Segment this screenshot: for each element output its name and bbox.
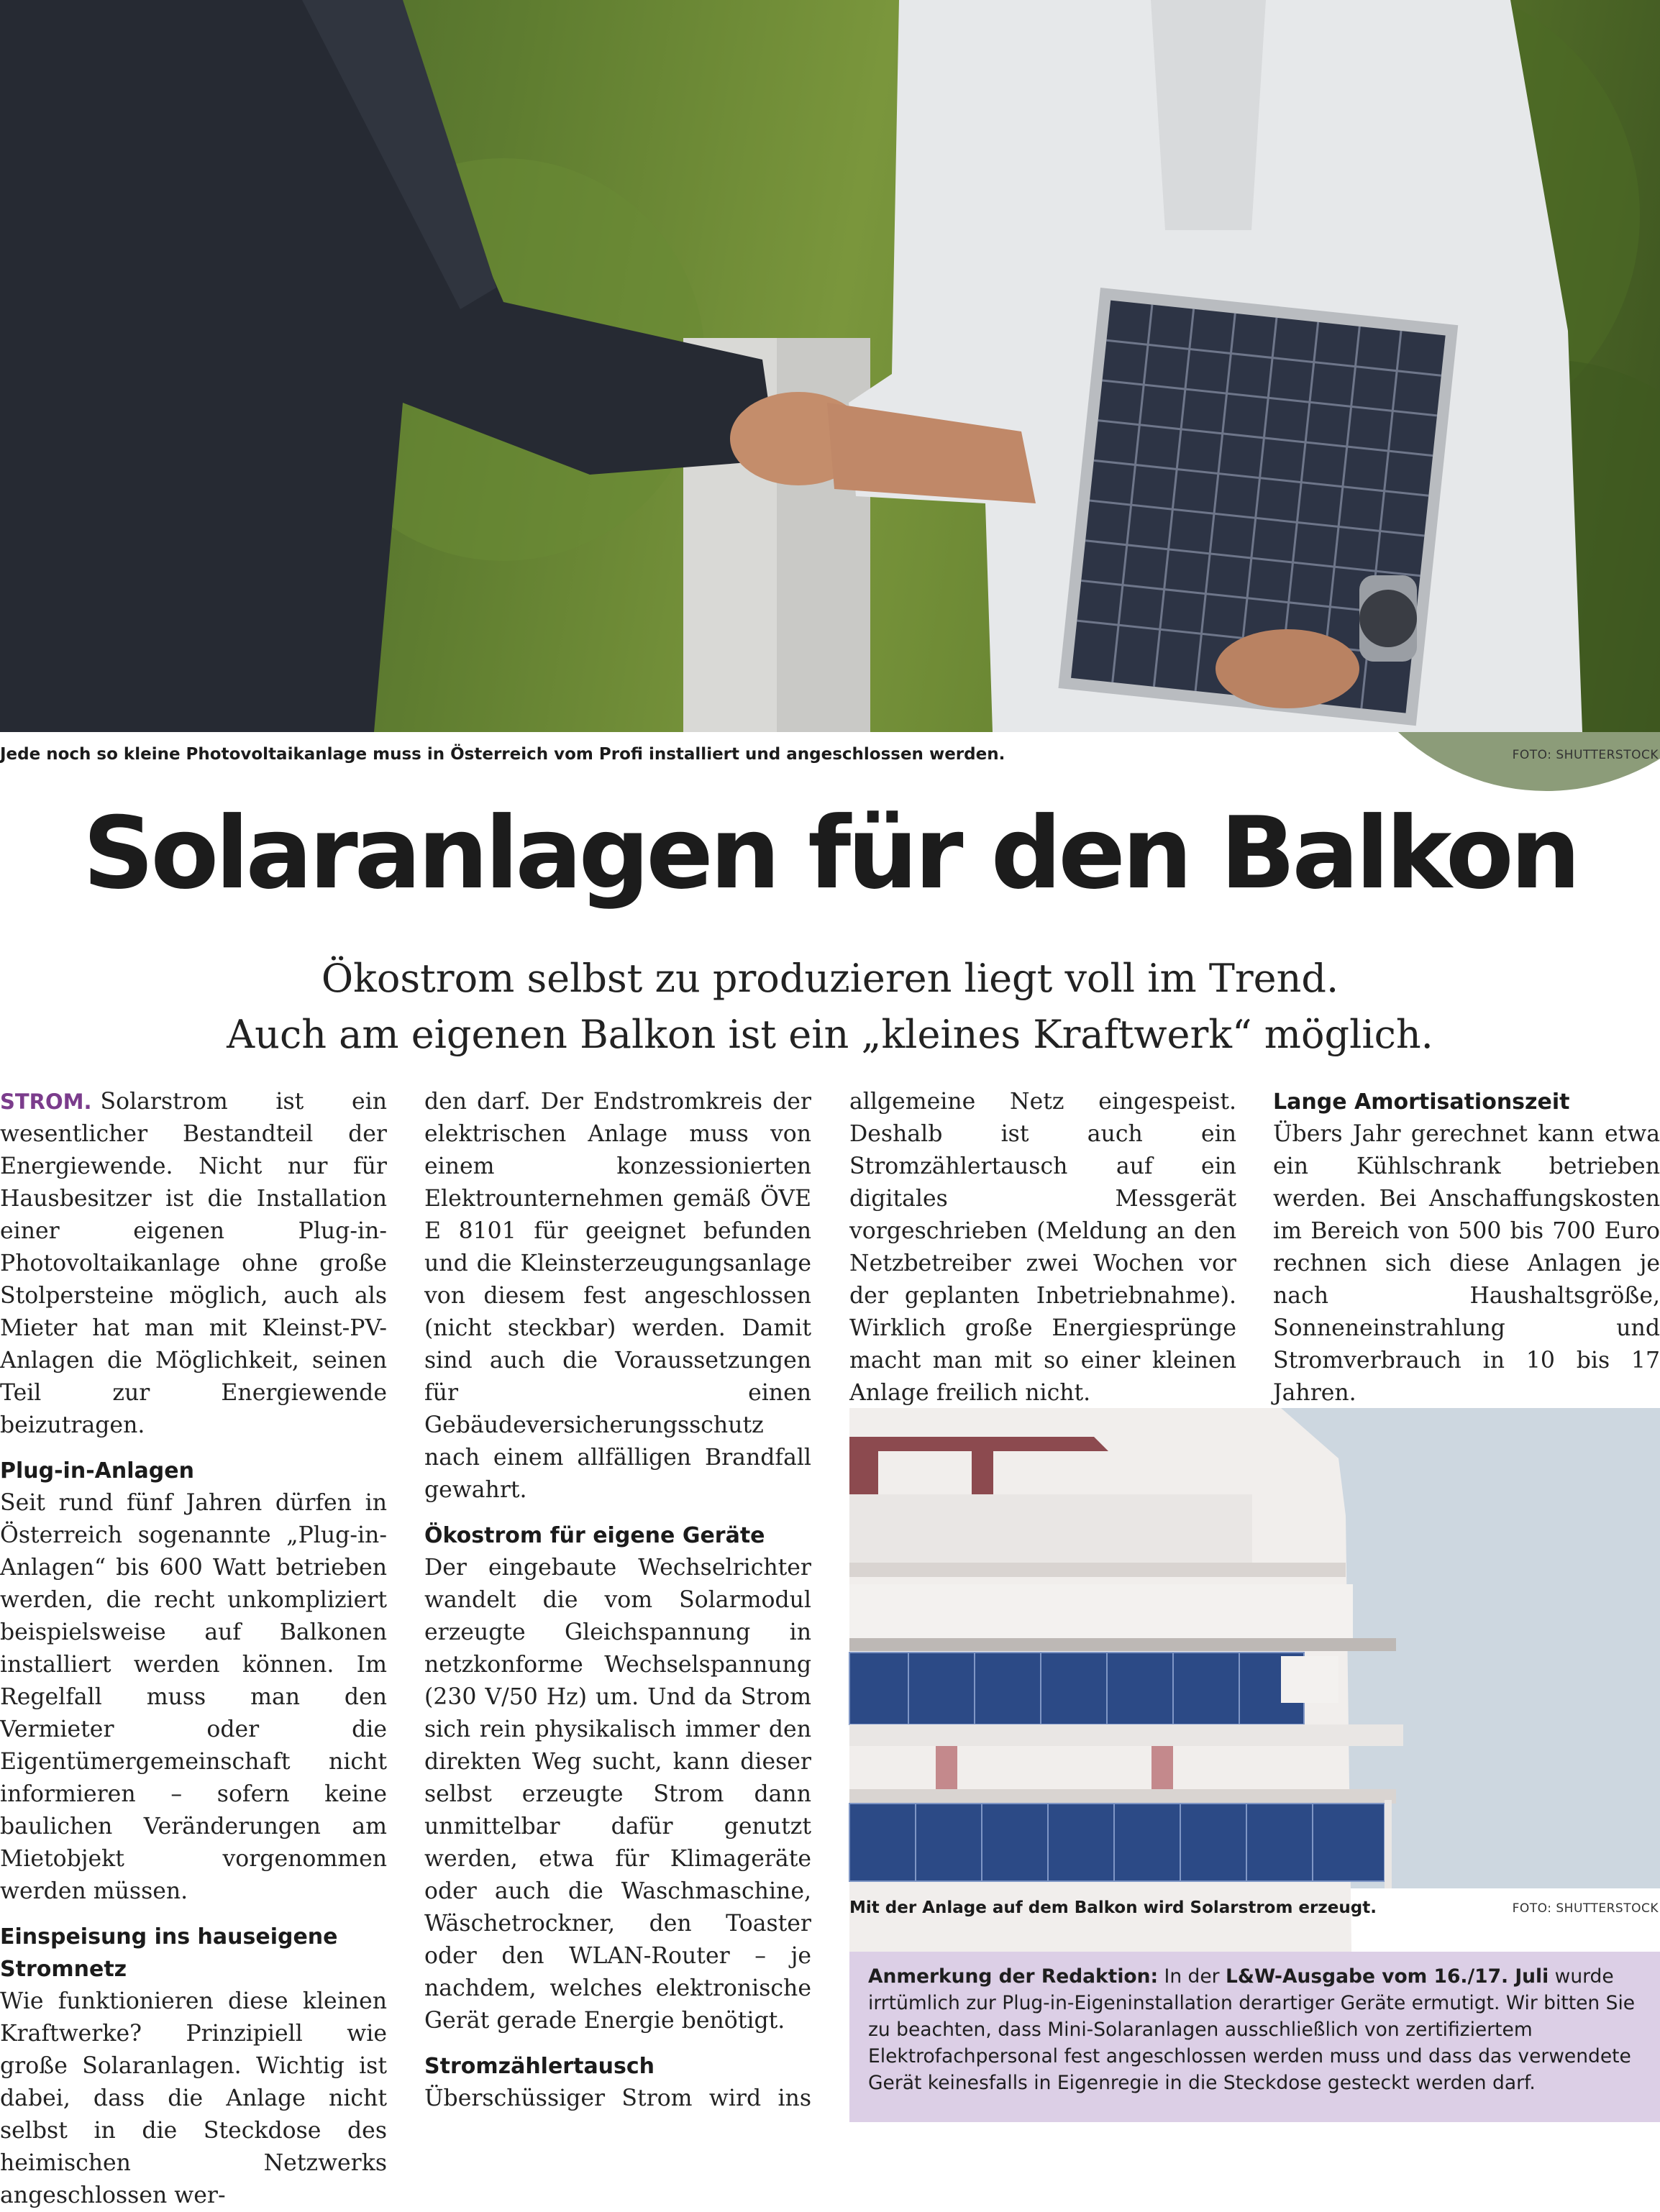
editorial-note	[849, 1952, 1660, 2122]
subheadline-line-1: Ökostrom selbst zu produzieren liegt voll im Trend.	[321, 956, 1339, 1001]
subheading-amortisation: Lange Amortisationszeit	[1273, 1089, 1570, 1115]
hero-caption: Jede noch so kleine Photovoltaikanlage muss in Österreich vom Profi installiert und angeschlossen werden.	[0, 745, 1005, 764]
article-column-2	[424, 1086, 811, 2115]
article-column-4	[1273, 1086, 1660, 1409]
paragraph-amortisation: Übers Jahr gerechnet kann etwa ein Kühlschrank betrieben werden. Bei Anschaffungskosten im Bereich von 500 bis 700 Euro rechnen sich diese Anlagen je nach Haushaltsgröße, Sonneneinstrahlung und Stromverbrauch in 10 bis 17 Jahren.	[1273, 1121, 1660, 1406]
article-column-3	[849, 1086, 1236, 1409]
paragraph-einspeisung-part-2: den darf. Der Endstromkreis der elektrischen Anlage muss von einem konzessionierten Elektrounternehmen gemäß ÖVE E 8101 für geeignet befunden und die Kleinsterzeugungsanlage von diesem fest angeschlossen (nicht steckbar) werden. Damit sind auch die Voraussetzungen für einen Gebäudeversicherungsschutz nach einem allfälligen Brandfall gewahrt.	[424, 1089, 811, 1503]
building-caption-row	[849, 1898, 1660, 1927]
note-text-1: In der	[1158, 1965, 1226, 1988]
handshake-solar-panel-illustration	[0, 0, 1660, 732]
intro-text: Solarstrom ist ein wesentlicher Bestandteil der Energiewende. Nicht nur für Hausbesitzer ist die Installation einer eigenen Plug-in-Photovoltaikanlage ohne große Stolpersteine möglich, auch als Mieter hat man mit Kleinst-PV-Anlagen die Möglichkeit, seinen Teil zur Energiewende beizutragen.	[0, 1089, 387, 1438]
paragraph-oekostrom: Der eingebaute Wechselrichter wandelt die vom Solarmodul erzeugte Gleichspannung in netzkonforme Wechselspannung (230 V/50 Hz) um. Und da Strom sich rein physikalisch immer den direkten Weg sucht, kann dieser selbst erzeugte Strom dann unmittelbar dafür genutzt werden, etwa für Klimageräte oder auch die Waschmaschine, Wäschetrockner, den Toaster oder den WLAN-Router – je nachdem, welches elektronische Gerät gerade Energie benötigt.	[424, 1555, 811, 2034]
note-issue: L&W-Ausgabe vom 16./17. Juli	[1226, 1965, 1549, 1988]
building-photo	[849, 1408, 1660, 1888]
building-photo-credit: FOTO: SHUTTERSTOCK	[1512, 1901, 1659, 1916]
article-column-1	[0, 1086, 387, 2212]
note-label: Anmerkung der Redaktion:	[868, 1965, 1159, 1988]
building-caption: Mit der Anlage auf dem Balkon wird Solarstrom erzeugt.	[849, 1898, 1377, 1917]
subheadline	[0, 951, 1660, 1063]
paragraph-einspeisung-part-1: Wie funktionieren diese kleinen Kraftwerke? Prinzipiell wie große Solaranlagen. Wichtig ist dabei, dass die Anlage nicht selbst in die Steckdose des heimischen Netzwerks angeschlossen wer-	[0, 1988, 387, 2208]
headline: Solaranlagen für den Balkon	[83, 795, 1577, 911]
kicker: STROM.	[0, 1089, 92, 1114]
paragraph-zaehler-part-2: allgemeine Netz eingespeist. Deshalb ist auch ein Stromzählertausch auf ein digitales Messgerät vorgeschrieben (Meldung an den Netzbetreiber zwei Wochen vor der geplanten Inbetriebnahme). Wirklich große Energiesprünge macht man mit so einer kleinen Anlage freilich nicht.	[849, 1089, 1236, 1406]
paragraph-plugin: Seit rund fünf Jahren dürfen in Österreich sogenannte „Plug-in-Anlagen“ bis 600 Watt betrieben werden, die recht unkompliziert beispielsweise auf Balkonen installiert werden können. Im Regelfall muss man den Vermieter oder die Eigentümergemeinschaft nicht informieren – sofern keine baulichen Veränderungen am Mietobjekt vorgenommen werden müssen.	[0, 1490, 387, 1904]
note-text-2: wurde irrtümlich zur Plug-in-Eigeninstallation derartiger Geräte ermutigt. Wir bitten Sie zu beachten, dass Mini-Solaranlagen ausschließlich von zertifiziertem Elektrofachpersonal fest angeschlossen werden muss und dass das verwendete Gerät keinesfalls in Eigenregie in die Steckdose gesteckt werden darf.	[868, 1965, 1636, 2094]
subheading-oekostrom: Ökostrom für eigene Geräte	[424, 1523, 765, 1548]
subheading-plugin: Plug-in-Anlagen	[0, 1458, 194, 1484]
hero-caption-row	[0, 745, 1660, 774]
hero-photo-credit: FOTO: SHUTTERSTOCK	[1512, 748, 1659, 762]
balcony-solar-panels-illustration	[849, 1408, 1660, 1888]
subheading-einspeisung: Einspeisung ins hauseigene Stromnetz	[0, 1924, 338, 1982]
subheadline-line-2: Auch am eigenen Balkon ist ein „kleines Kraftwerk“ möglich.	[227, 1012, 1433, 1057]
hero-photo	[0, 0, 1660, 732]
paragraph-zaehler-part-1: Überschüssiger Strom wird ins	[424, 2085, 811, 2111]
subheading-zaehler: Stromzählertausch	[424, 2054, 655, 2079]
intro-paragraph	[0, 1086, 387, 1442]
